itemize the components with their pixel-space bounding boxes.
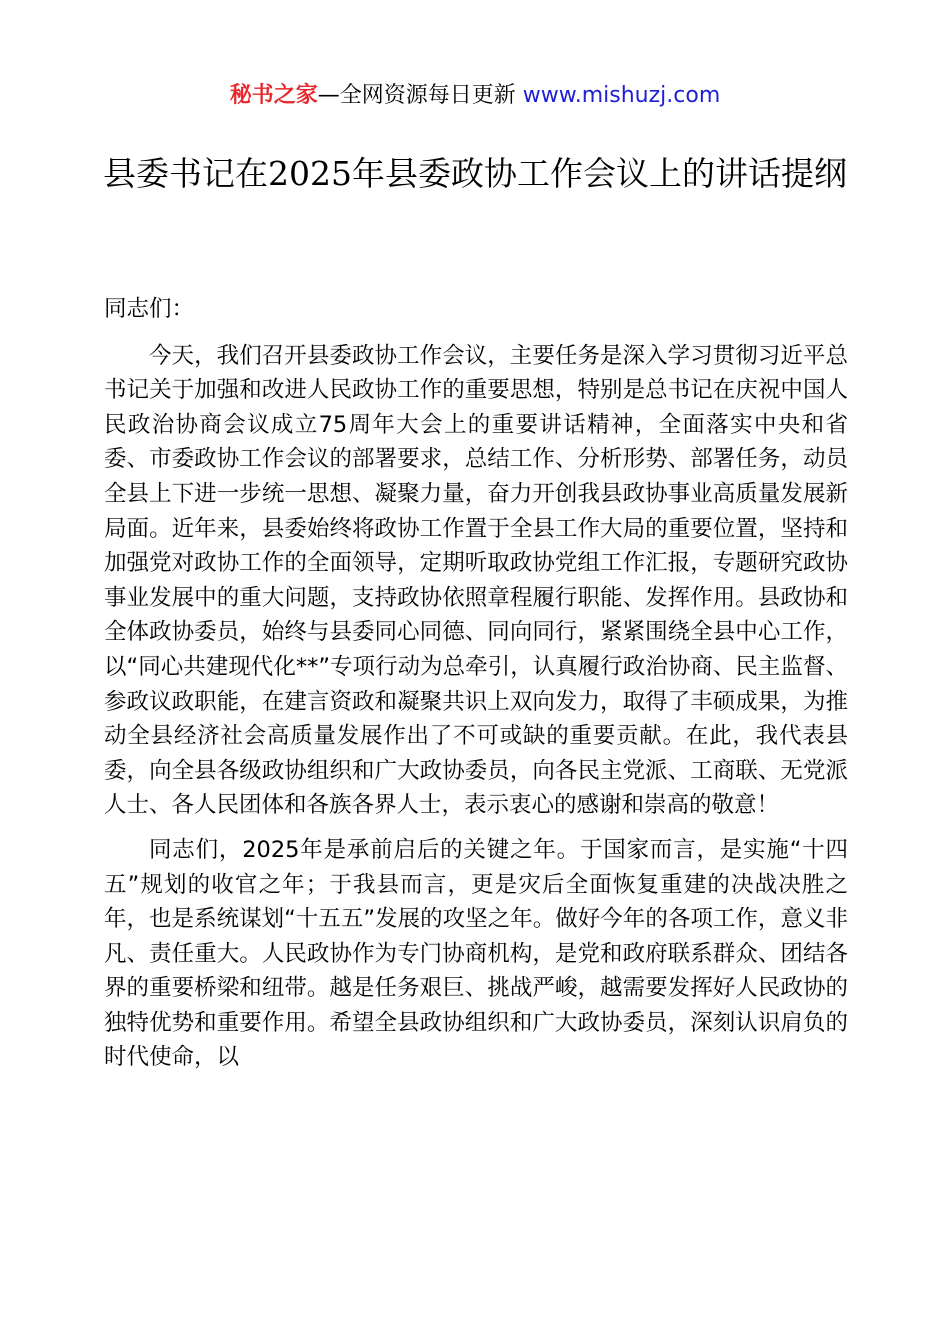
document-title: 县委书记在2025年县委政协工作会议上的讲话提纲 — [103, 154, 847, 193]
salutation: 同志们： — [104, 296, 195, 322]
header-tagline: —全网资源每日更新 — [317, 83, 516, 108]
brand-name: 秘书之家 — [229, 83, 318, 108]
site-header — [0, 80, 950, 112]
site-url-link[interactable]: www.mishuzj.com — [522, 83, 721, 108]
paragraph-2: 同志们，2025年是承前启后的关键之年。于国家而言，是实施“十四五”规划的收官之年；于我县而言，更是灾后全面恢复重建的决战决胜之年，也是系统谋划“十五五”发展的攻坚之年。做好今年的各项工作，意义非凡、责任重大。人民政协作为专门协商机构，是党和政府联系群众、团结各界的重要桥梁和纽带。越是任务艰巨、挑战严峻，越需要发挥好人民政协的独特优势和重要作用。希望全县政协组织和广大政协委员，深刻认识肩负的时代使命，以 — [104, 836, 848, 1071]
paragraph-1: 今天，我们召开县委政协工作会议，主要任务是深入学习贯彻习近平总书记关于加强和改进人民政协工作的重要思想，特别是总书记在庆祝中国人民政治协商会议成立75周年大会上的重要讲话精神，全面落实中央和省委、市委政协工作会议的部署要求，总结工作、分析形势、部署任务，动员全县上下进一步统一思想、凝聚力量，奋力开创我县政协事业高质量发展新局面。近年来，县委始终将政协工作置于全县工作大局的重要位置，坚持和加强党对政协工作的全面领导，定期听取政协党组工作汇报，专题研究政协事业发展中的重大问题，支持政协依照章程履行职能、发挥作用。县政协和全体政协委员，始终与县委同心同德、同向同行，紧紧围绕全县中心工作，以“同心共建现代化**”专项行动为总牵引，认真履行政治协商、民主监督、参政议政职能，在建言资政和凝聚共识上双向发力，取得了丰硕成果，为推动全县经济社会高质量发展作出了不可或缺的重要贡献。在此，我代表县委，向全县各级政协组织和广大政协委员，向各民主党派、工商联、无党派人士、各人民团体和各族各界人士，表示衷心的感谢和崇高的敬意！ — [104, 342, 848, 819]
document-body — [104, 292, 848, 1075]
